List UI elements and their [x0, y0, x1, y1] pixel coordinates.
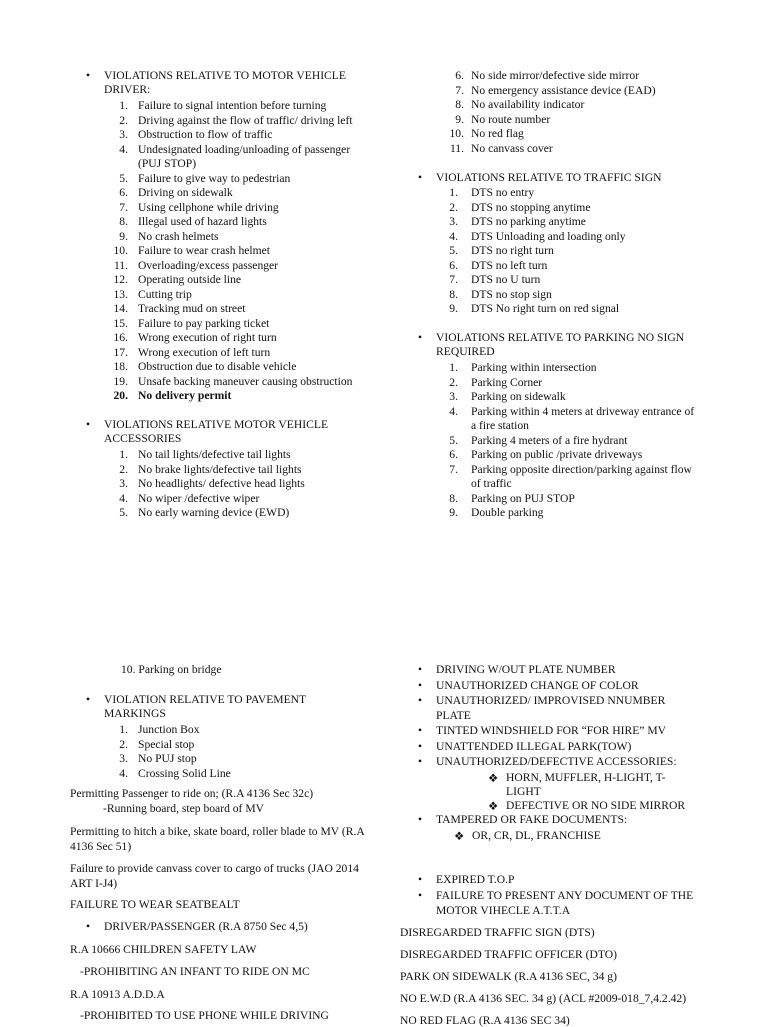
sub-item: LIGHT	[506, 785, 541, 798]
paragraph: DISREGARDED TRAFFIC OFFICER (DTO)	[400, 948, 617, 961]
list-item: Parking within intersection	[471, 361, 597, 374]
list-number: 15.	[113, 316, 128, 330]
paragraph: FAILURE TO WEAR SEATBEALT	[70, 898, 240, 911]
list-number: 14.	[113, 302, 128, 315]
list-number: 9.	[449, 506, 458, 519]
section-heading	[104, 418, 328, 445]
list-number: 1.	[119, 448, 128, 461]
bullet-icon: •	[86, 69, 91, 82]
list-number: 1.	[449, 186, 458, 199]
list-item: Cutting trip	[138, 287, 192, 301]
list-number: 9.	[449, 302, 458, 315]
list-number: 1.	[119, 99, 128, 112]
paragraph: -PROHIBITING AN INFANT TO RIDE ON MC	[80, 965, 310, 978]
heading-line: ACCESSORIES	[104, 432, 182, 445]
bullet-icon: •	[86, 418, 91, 431]
bullet-item: EXPIRED T.O.P	[436, 873, 515, 886]
list-number: 2.	[119, 113, 128, 127]
list-item: DTS Unloading and loading only	[471, 229, 626, 243]
list-number: 6.	[119, 186, 128, 199]
heading-line: VIOLATIONS RELATIVE TO MOTOR VEHICLE	[104, 69, 346, 82]
paragraph: NO E.W.D (R.A 4136 SEC. 34 g) (ACL #2009-018_7,4.2.42)	[400, 992, 687, 1005]
heading-line: VIOLATIONS RELATIVE TO PARKING NO SIGN	[436, 331, 685, 344]
paragraph: R.A 10913 A.D.D.A	[70, 988, 165, 1001]
bullet-item: MOTOR VIHECLE A.T.T.A	[436, 904, 571, 917]
list-number: 1.	[449, 361, 458, 374]
paragraph: 4136 Sec 51)	[70, 840, 132, 853]
list-item: Using cellphone while driving	[138, 200, 279, 214]
list-item: Driving against the flow of traffic/ driving left	[138, 113, 353, 127]
list-item: Special stop	[138, 737, 195, 751]
diamond-bullet-icon: ❖	[454, 830, 465, 843]
section-heading	[436, 331, 684, 358]
list-number: 13.	[113, 287, 128, 301]
bullet-item: UNATTENDED ILLEGAL PARK(TOW)	[436, 740, 632, 753]
bullet-item: UNAUTHORIZED/DEFECTIVE ACCESSORIES:	[436, 755, 677, 768]
paragraph: DRIVER/PASSENGER (R.A 8750 Sec 4,5)	[104, 920, 308, 933]
list-number: 2.	[119, 462, 128, 476]
paragraph: -PROHIBITED TO USE PHONE WHILE DRIVING	[80, 1009, 329, 1022]
list-item: Obstruction to flow of traffic	[138, 128, 273, 141]
list-number: 2.	[119, 737, 128, 751]
list-number: 8.	[119, 215, 128, 228]
list-item: Failure to signal intention before turning	[138, 99, 327, 112]
list-item: Driving on sidewalk	[138, 186, 233, 199]
list-item: No wiper /defective wiper	[138, 491, 260, 505]
list-item: No route number	[471, 112, 551, 126]
bullet-icon: •	[418, 889, 423, 902]
paragraph: R.A 10666 CHILDREN SAFETY LAW	[70, 943, 257, 956]
list-item: DTS no right turn	[471, 244, 554, 257]
list-item: Double parking	[471, 506, 544, 519]
list-number: 5.	[449, 244, 458, 257]
list-item: Operating outside line	[138, 273, 242, 286]
list-item: No delivery permit	[138, 389, 232, 402]
bullet-item: TAMPERED OR FAKE DOCUMENTS:	[436, 813, 628, 826]
list-number: 11.	[449, 141, 464, 155]
paragraph: PARK ON SIDEWALK (R.A 4136 SEC, 34 g)	[400, 970, 617, 983]
bullet-icon: •	[418, 171, 423, 184]
section-heading	[104, 693, 306, 720]
diamond-bullet-icon: ❖	[488, 800, 499, 813]
paragraph: ART I-J4)	[70, 877, 118, 890]
heading-line: REQUIRED	[436, 345, 495, 358]
bullet-icon: •	[418, 740, 423, 753]
list-item: Obstruction due to disable vehicle	[138, 360, 297, 373]
list-item: No brake lights/defective tail lights	[138, 462, 302, 476]
list-item: 10. Parking on bridge	[121, 663, 222, 676]
paragraph: Permitting Passenger to ride on; (R.A 4136 Sec 32c)	[70, 787, 314, 800]
diamond-bullet-icon: ❖	[488, 772, 499, 785]
bullet-icon: •	[418, 331, 423, 344]
list-item: Parking Corner	[471, 375, 543, 389]
list-number: 19.	[113, 374, 128, 388]
list-number: 7.	[449, 273, 458, 286]
bullet-icon: •	[418, 694, 423, 707]
list-item: Wrong execution of left turn	[138, 345, 271, 359]
list-item: Parking 4 meters of a fire hydrant	[471, 433, 628, 447]
list-item: DTS no left turn	[471, 258, 548, 272]
bullet-item: DRIVING W/OUT PLATE NUMBER	[436, 663, 616, 676]
list-number: 5.	[119, 506, 128, 519]
sub-item: HORN, MUFFLER, H-LIGHT, T-	[506, 771, 666, 784]
list-number: 11.	[113, 258, 128, 272]
list-number: 4.	[449, 229, 458, 243]
list-number: 2.	[449, 375, 458, 389]
list-number: 1.	[119, 723, 128, 736]
list-number: 6.	[449, 258, 458, 272]
list-number: 18.	[113, 360, 128, 373]
list-item: No availability indicator	[471, 98, 585, 111]
list-item: DTS No right turn on red signal	[471, 302, 620, 315]
list-item: Tracking mud on street	[138, 302, 246, 315]
list-number: 2.	[449, 200, 458, 214]
paragraph: NO RED FLAG (R.A 4136 SEC 34)	[400, 1014, 570, 1027]
bullet-icon: •	[418, 813, 423, 826]
list-number: 5.	[449, 433, 458, 447]
list-item: No headlights/ defective head lights	[138, 477, 305, 490]
list-number: 12.	[113, 273, 128, 286]
list-number: 6.	[455, 69, 464, 82]
bullet-icon: •	[418, 679, 423, 692]
list-number: 3.	[119, 128, 128, 141]
list-item: No canvass cover	[471, 141, 553, 155]
heading-line: MARKINGS	[104, 707, 166, 720]
list-number: 16.	[113, 331, 128, 344]
bullet-icon: •	[418, 724, 423, 737]
list-item: Unsafe backing maneuver causing obstruction	[138, 374, 353, 388]
list-item: No early warning device (EWD)	[138, 506, 290, 519]
list-item-continuation: of traffic	[471, 477, 512, 490]
list-item: Parking opposite direction/parking against flow	[471, 462, 692, 476]
list-item: Parking on sidewalk	[471, 390, 566, 403]
list-item-continuation: a fire station	[471, 419, 529, 432]
list-number: 9.	[455, 112, 464, 126]
list-item: Illegal used of hazard lights	[138, 215, 267, 228]
sub-item: DEFECTIVE OR NO SIDE MIRROR	[506, 799, 686, 812]
list-number: 6.	[449, 448, 458, 461]
paragraph: Permitting to hitch a bike, skate board, roller blade to MV (R.A	[70, 825, 365, 838]
list-number: 4.	[449, 404, 458, 418]
list-number: 4.	[119, 766, 128, 780]
list-number: 4.	[119, 491, 128, 505]
bullet-icon: •	[86, 693, 91, 706]
bullet-icon: •	[418, 755, 423, 768]
list-item: Parking on public /private driveways	[471, 448, 643, 461]
bullet-item-continuation: PLATE	[436, 709, 471, 722]
list-item: No red flag	[471, 127, 524, 140]
list-item: Failure to wear crash helmet	[138, 244, 270, 257]
list-item: Failure to give way to pedestrian	[138, 171, 291, 185]
list-item: Failure to pay parking ticket	[138, 316, 270, 330]
list-number: 4.	[119, 142, 128, 156]
list-number: 7.	[455, 83, 464, 97]
list-item: No PUJ stop	[138, 752, 197, 765]
list-item: DTS no parking anytime	[471, 215, 586, 228]
list-number: 8.	[449, 287, 458, 301]
list-item: DTS no entry	[471, 186, 535, 199]
list-item: DTS no stop sign	[471, 287, 552, 301]
list-item: No tail lights/defective tail lights	[138, 448, 291, 461]
list-number: 10.	[113, 244, 128, 257]
list-item: No emergency assistance device (EAD)	[471, 83, 656, 97]
list-number: 20.	[113, 389, 128, 402]
list-number: 8.	[449, 491, 458, 505]
heading-line: VIOLATIONS RELATIVE MOTOR VEHICLE	[104, 418, 329, 431]
list-item: Parking within 4 meters at driveway entrance of	[471, 404, 695, 418]
bullet-item: FAILURE TO PRESENT ANY DOCUMENT OF THE	[436, 889, 694, 902]
list-number: 17.	[113, 345, 128, 359]
list-item: Junction Box	[138, 723, 200, 736]
list-number: 3.	[449, 215, 458, 228]
bullet-icon: •	[418, 873, 423, 886]
list-number: 5.	[119, 171, 128, 185]
list-number: 3.	[119, 752, 128, 765]
list-number: 3.	[449, 390, 458, 403]
sub-item: OR, CR, DL, FRANCHISE	[472, 829, 601, 842]
section-heading	[104, 69, 346, 96]
list-item: Undesignated loading/unloading of passenger	[138, 142, 351, 156]
list-number: 7.	[449, 462, 458, 476]
list-number: 10.	[449, 127, 464, 140]
list-item-continuation: (PUJ STOP)	[138, 157, 197, 170]
paragraph: -Running board, step board of MV	[103, 802, 264, 815]
bullet-icon: •	[418, 663, 423, 676]
list-item: No crash helmets	[138, 229, 219, 243]
list-item: No side mirror/defective side mirror	[471, 69, 640, 82]
bullet-item: UNAUTHORIZED CHANGE OF COLOR	[436, 679, 639, 692]
list-item: Wrong execution of right turn	[138, 331, 277, 344]
list-item: Parking on PUJ STOP	[471, 491, 575, 505]
section-heading: VIOLATIONS RELATIVE TO TRAFFIC SIGN	[436, 171, 662, 184]
paragraph: DISREGARDED TRAFFIC SIGN (DTS)	[400, 926, 595, 939]
list-number: 7.	[119, 200, 128, 214]
list-item: Overloading/excess passenger	[138, 258, 279, 272]
list-item: Crossing Solid Line	[138, 766, 231, 780]
bullet-item: UNAUTHORIZED/ IMPROVISED NNUMBER	[436, 694, 666, 707]
list-number: 3.	[119, 477, 128, 490]
list-number: 8.	[455, 98, 464, 111]
list-item: DTS no U turn	[471, 273, 541, 286]
bullet-item: TINTED WINDSHIELD FOR “FOR HIRE” MV	[436, 724, 667, 737]
bullet-icon: •	[86, 920, 91, 933]
heading-line: VIOLATION RELATIVE TO PAVEMENT	[104, 693, 307, 706]
paragraph: Failure to provide canvass cover to cargo of trucks (JAO 2014	[70, 862, 359, 875]
list-number: 9.	[119, 229, 128, 243]
list-item: DTS no stopping anytime	[471, 200, 591, 214]
heading-line: DRIVER:	[104, 83, 151, 96]
